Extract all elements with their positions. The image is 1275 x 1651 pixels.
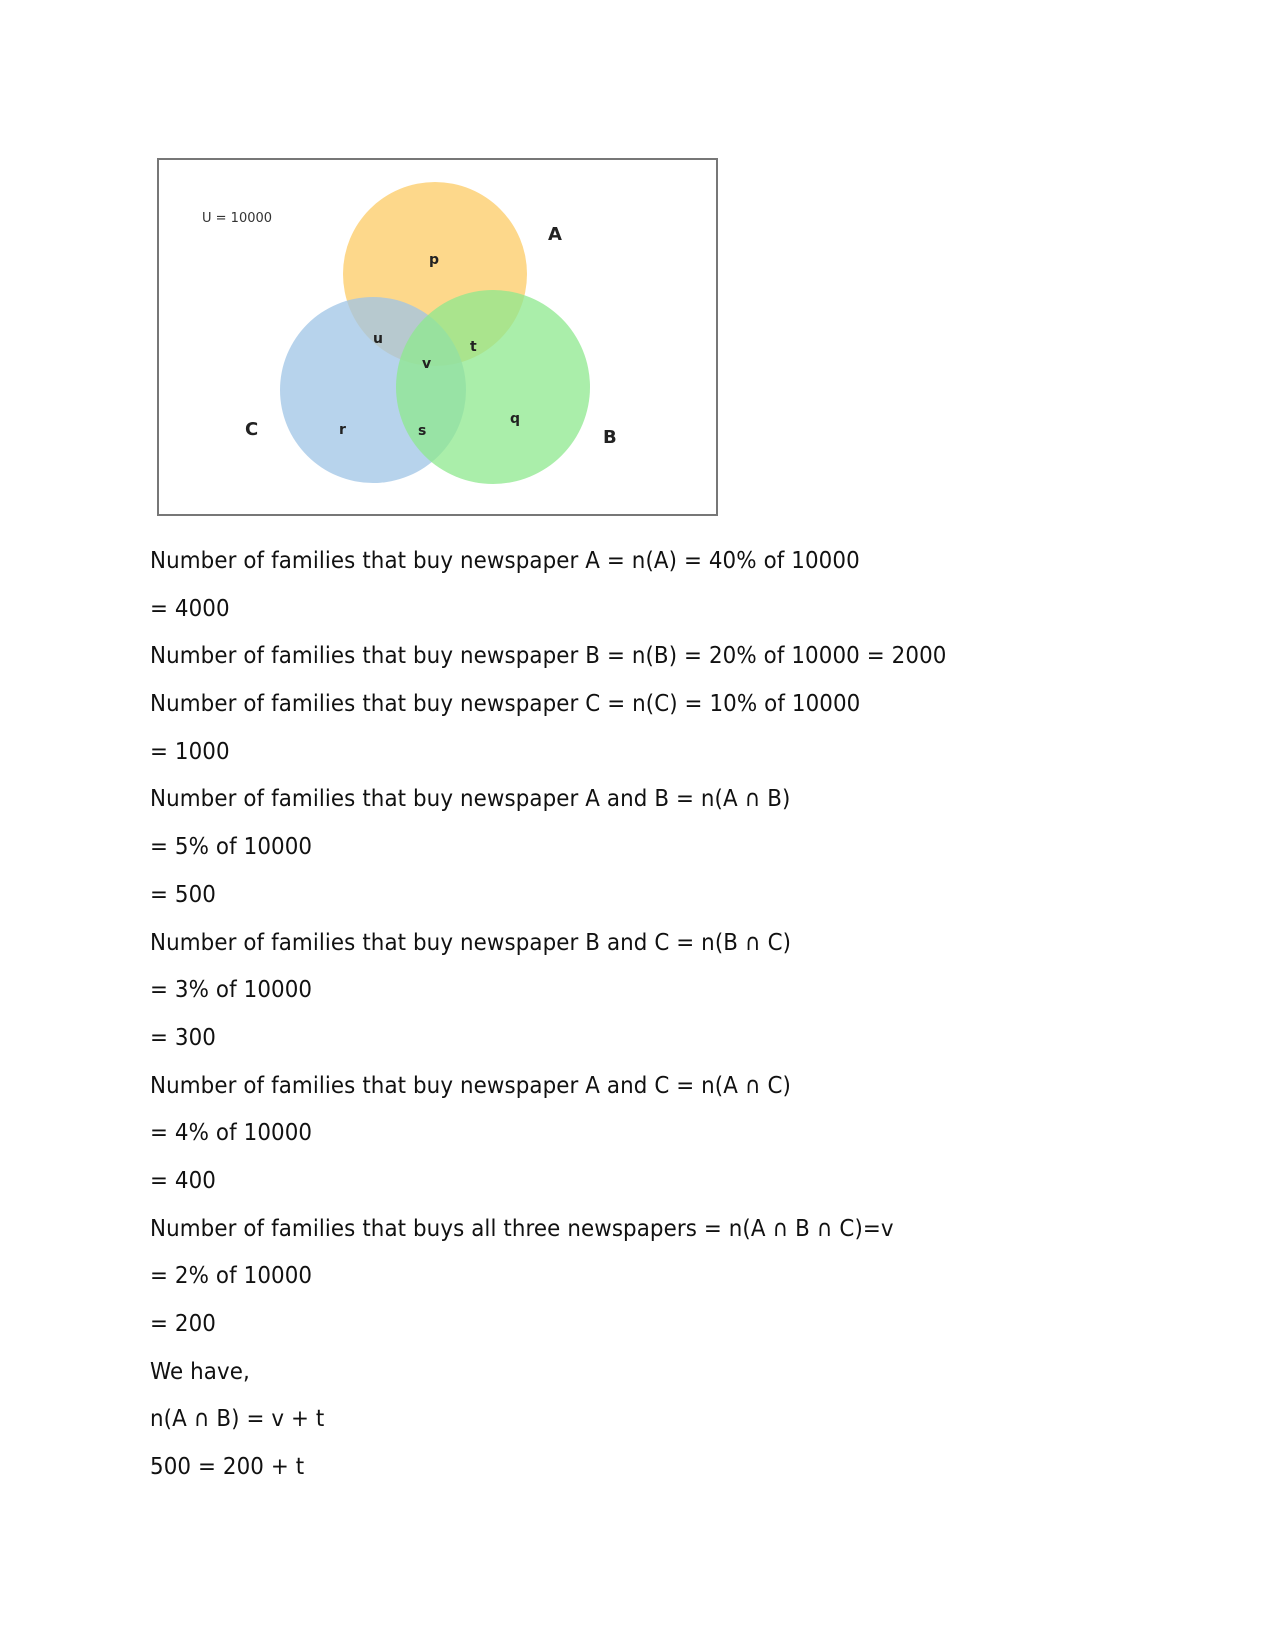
region-label-r: r <box>339 422 346 438</box>
text-line: = 200 <box>150 1311 217 1337</box>
text-line: = 500 <box>150 881 217 908</box>
region-label-t: t <box>470 339 477 355</box>
region-label-p: p <box>429 252 440 268</box>
set-label-b: B <box>603 427 617 448</box>
solution-lines <box>150 538 1006 1492</box>
text-line: = 2% of 10000 <box>150 1263 313 1290</box>
region-label-q: q <box>510 411 521 427</box>
text-line: Number of families that buys all three newspapers = n(A ∩ B ∩ C)=v <box>150 1215 894 1242</box>
region-label-u: u <box>373 331 383 347</box>
set-label-a: A <box>548 224 562 245</box>
text-line: Number of families that buy newspaper A = n(A) = 40% of 10000 <box>150 548 860 574</box>
text-line: = 3% of 10000 <box>150 977 313 1004</box>
region-label-v: v <box>422 356 432 372</box>
set-label-c: C <box>245 419 259 440</box>
universe-label: U = 10000 <box>202 211 273 226</box>
text-line: = 5% of 10000 <box>150 834 313 861</box>
text-line: Number of families that buy newspaper A and C = n(A ∩ C) <box>150 1072 791 1099</box>
venn-diagram <box>157 158 718 516</box>
text-line: 500 = 200 + t <box>150 1454 305 1481</box>
text-line: = 300 <box>150 1024 217 1051</box>
text-line: Number of families that buy newspaper B = n(B) = 20% of 10000 = 2000 <box>150 643 947 670</box>
text-line: = 1000 <box>150 738 230 765</box>
text-line: Number of families that buy newspaper A and B = n(A ∩ B) <box>150 786 791 813</box>
venn-svg <box>159 160 716 514</box>
text-line: Number of families that buy newspaper B and C = n(B ∩ C) <box>150 929 792 956</box>
text-line: n(A ∩ B) = v + t <box>150 1406 325 1433</box>
region-label-s: s <box>418 423 427 439</box>
text-line: We have, <box>150 1358 250 1385</box>
circle-b <box>396 290 590 484</box>
text-line: = 400 <box>150 1167 217 1194</box>
text-line: = 4% of 10000 <box>150 1120 313 1147</box>
text-line: = 4000 <box>150 595 230 622</box>
text-line: Number of families that buy newspaper C = n(C) = 10% of 10000 <box>150 691 861 718</box>
